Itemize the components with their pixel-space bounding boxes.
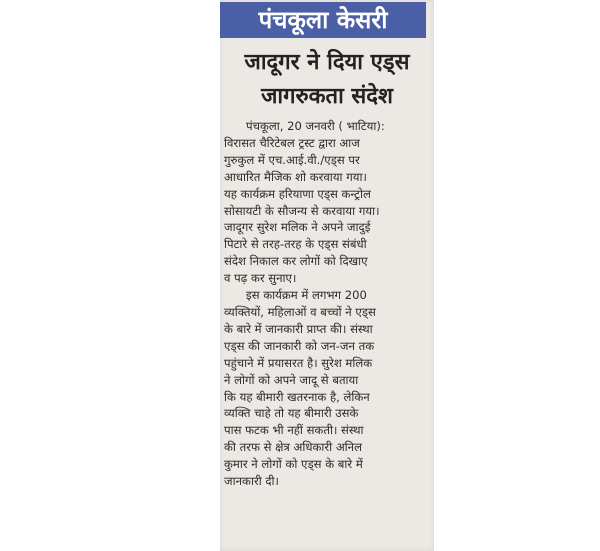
paragraph-2-line: इस कार्यक्रम में लगभग 200 bbox=[246, 288, 367, 303]
headline-line-1: जादूगर ने दिया एड्स bbox=[244, 50, 410, 75]
paragraph-2-line: पास फटक भी नहीं सकती। संस्था bbox=[224, 423, 364, 438]
paragraph-2-line: एड्स की जानकारी को जन-जन तक bbox=[224, 338, 375, 353]
paragraph-2-line: व्यक्तियों, महिलाओं व बच्चों ने एड्स bbox=[224, 304, 376, 319]
paragraph-2-line: कि यह बीमारी खतरनाक है, लेकिन bbox=[224, 389, 370, 404]
paragraph-2-line: के बारे में जानकारी प्राप्त की। संस्था bbox=[224, 321, 373, 336]
paragraph-2-line: पहुंचाने में प्रयासरत है। सुरेश मलिक bbox=[224, 355, 373, 370]
headline-line-2: जागरुकता संदेश bbox=[261, 84, 393, 109]
newspaper-clipping bbox=[220, 0, 434, 551]
paragraph-2-line: ने लोगों को अपने जादू से बताया bbox=[224, 372, 359, 387]
article-body bbox=[224, 118, 430, 490]
paragraph-2-line: की तरफ से क्षेत्र अधिकारी अनिल bbox=[224, 440, 362, 455]
paragraph-1-line: आधारित मैजिक शो करवाया गया। bbox=[224, 169, 367, 184]
paragraph-1-line: पिटारे से तरह-तरह के एड्स संबंधी bbox=[224, 237, 367, 252]
paragraph-1-line: विरासत चैरिटेबल ट्रस्ट द्वारा आज bbox=[224, 135, 360, 150]
article-dateline: पंचकूला, 20 जनवरी ( भाटिया): bbox=[246, 119, 385, 133]
paragraph-1-line: यह कार्यक्रम हरियाणा एड्स कन्ट्रोल bbox=[224, 186, 371, 201]
paragraph-2-line: कुमार ने लोगों को एड्स के बारे में bbox=[224, 457, 363, 472]
paragraph-2-line: जानकारी दी। bbox=[224, 474, 279, 489]
paragraph-1-line: गुरुकुल में एच.आई.वी./एड्स पर bbox=[224, 152, 360, 167]
paragraph-1-line: संदेश निकाल कर लोगों को दिखाए bbox=[224, 254, 368, 269]
newspaper-masthead: पंचकूला केसरी bbox=[220, 2, 426, 38]
paragraph-1-line: व पढ़ कर सुनाए। bbox=[224, 271, 297, 286]
paragraph-2-line: व्यक्ति चाहे तो यह बीमारी उसके bbox=[224, 406, 359, 421]
article-headline bbox=[220, 46, 434, 114]
paragraph-1-line: जादूगर सुरेश मलिक ने अपने जादुई bbox=[224, 220, 371, 235]
paragraph-1-line: सोसायटी के सौजन्य से करवाया गया। bbox=[224, 203, 380, 218]
